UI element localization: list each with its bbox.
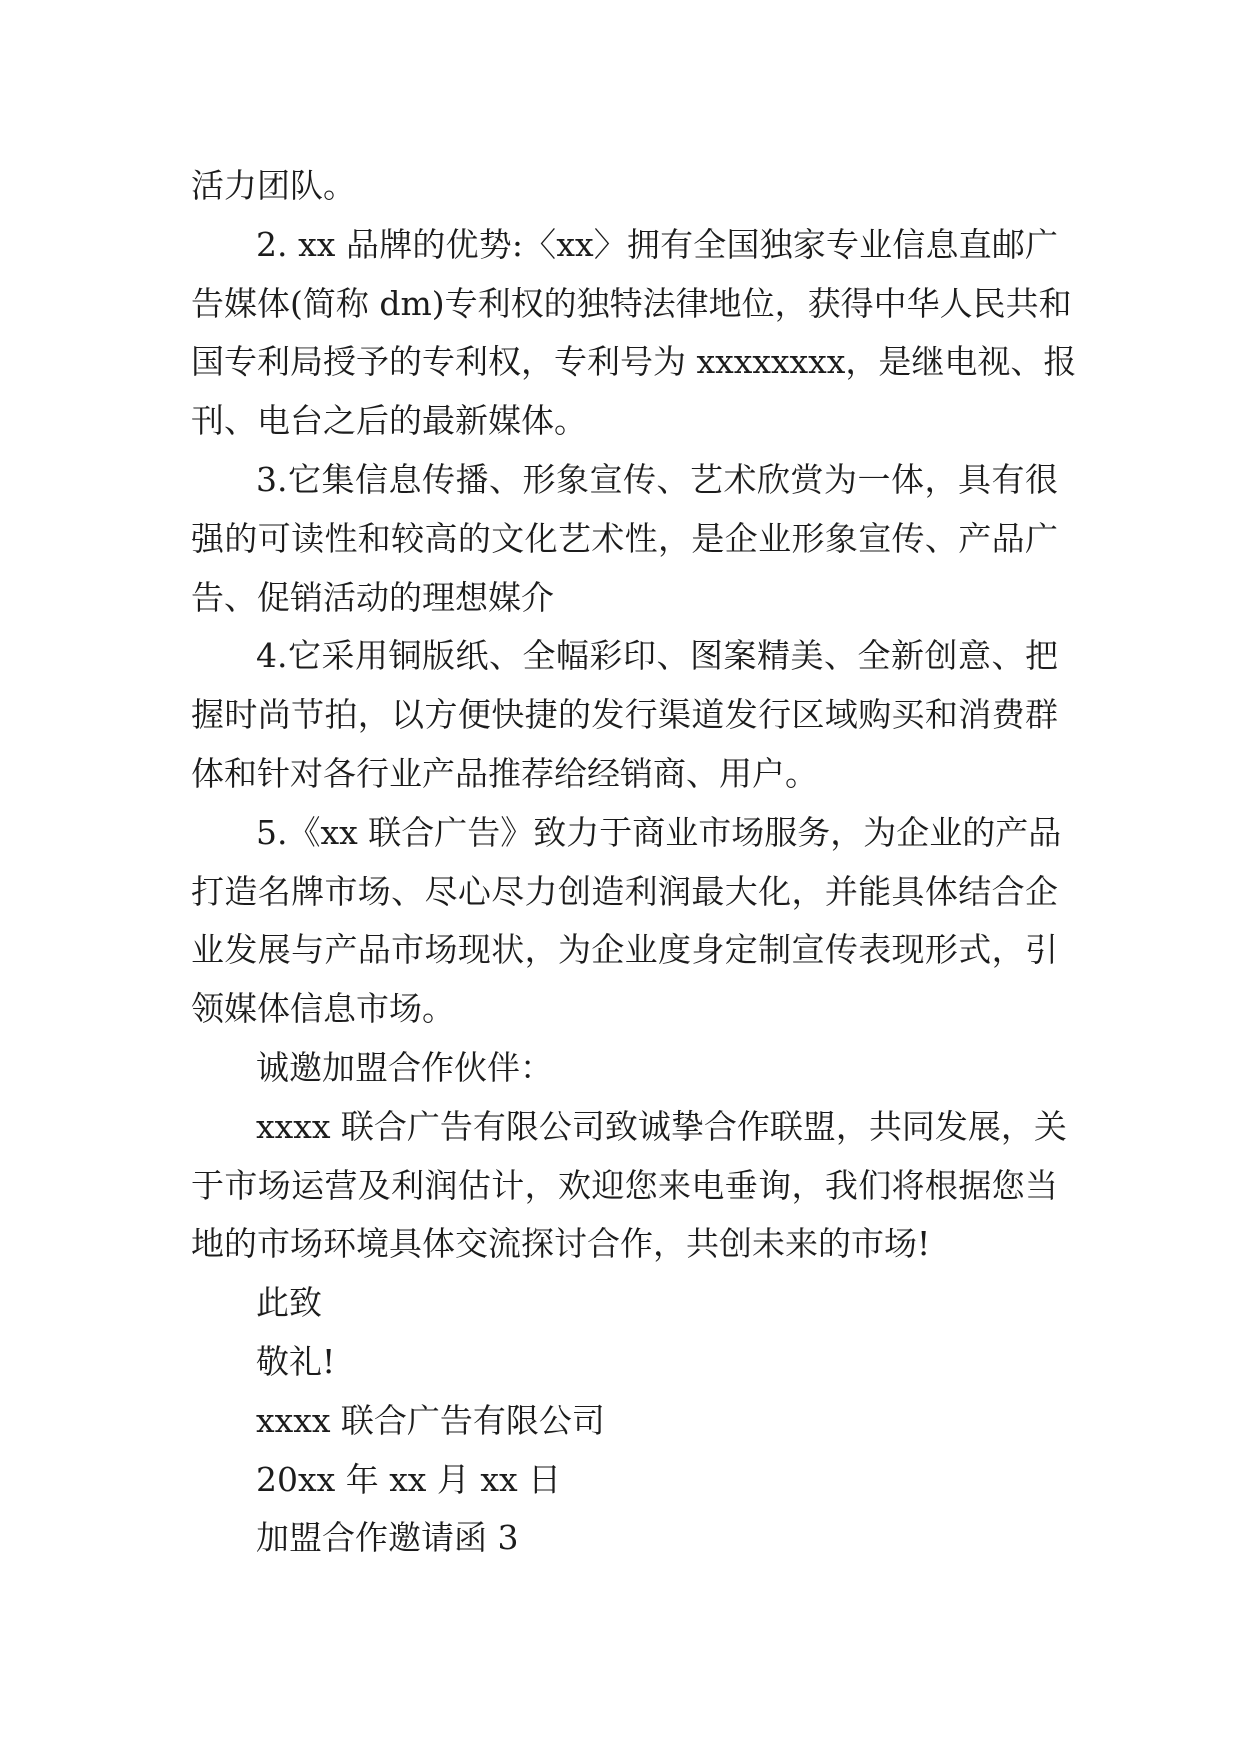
point-4-paragraph	[191, 627, 1058, 803]
text-line: 4.它采用铜版纸、全幅彩印、图案精美、全新创意、把	[256, 636, 1058, 676]
text-line: 握时尚节拍，以方便快捷的发行渠道发行区域购买和消费群	[191, 695, 1058, 735]
text-line: 加盟合作邀请函 3	[256, 1518, 519, 1558]
text-line: 告、促销活动的理想媒介	[191, 577, 554, 617]
text-line: 地的市场环境具体交流探讨合作，共创未来的市场!	[191, 1224, 931, 1264]
point-3-paragraph	[191, 451, 1058, 627]
closing-salutation	[191, 1274, 1058, 1333]
text-line: 刊、电台之后的最新媒体。	[191, 401, 587, 441]
closing-regards	[191, 1333, 1058, 1392]
next-document-title	[191, 1509, 1058, 1568]
letter-body	[191, 157, 1077, 1568]
text-line: 领媒体信息市场。	[191, 989, 455, 1029]
text-line: 业发展与产品市场现状，为企业度身定制宣传表现形式，引	[191, 930, 1058, 970]
text-line: xxxx 联合广告有限公司	[256, 1400, 605, 1440]
text-line: 打造名牌市场、尽心尽力创造利润最大化，并能具体结合企	[191, 871, 1058, 911]
text-line: 活力团队。	[191, 166, 356, 205]
text-line: 诚邀加盟合作伙伴：	[256, 1047, 553, 1087]
text-line: 国专利局授予的专利权，专利号为 xxxxxxxx，是继电视、报	[191, 342, 1077, 382]
text-line: 20xx 年 xx 月 xx 日	[256, 1459, 562, 1499]
text-line: 强的可读性和较高的文化艺术性，是企业形象宣传、产品广	[191, 518, 1058, 558]
signature-date	[191, 1451, 1058, 1510]
text-line: xxxx 联合广告有限公司致诚挚合作联盟，共同发展，关	[256, 1106, 1067, 1146]
text-line: 3.它集信息传播、形象宣传、艺术欣赏为一体，具有很	[256, 459, 1058, 499]
text-line: 2. xx 品牌的优势:〈xx〉拥有全国独家专业信息直邮广	[256, 224, 1058, 264]
signature-company	[191, 1392, 1058, 1451]
text-line: 于市场运营及利润估计，欢迎您来电垂询，我们将根据您当	[191, 1165, 1058, 1205]
point-5-paragraph	[191, 804, 1062, 1039]
text-line: 敬礼!	[256, 1341, 336, 1381]
text-line: 5.《xx 联合广告》致力于商业市场服务，为企业的产品	[256, 812, 1062, 852]
point-2-paragraph	[191, 216, 1077, 451]
continuation-paragraph	[191, 157, 1058, 216]
text-line: 体和针对各行业产品推荐给经销商、用户。	[191, 753, 818, 793]
invitation-heading	[191, 1039, 1058, 1098]
text-line: 告媒体(简称 dm)专利权的独特法律地位，获得中华人民共和	[191, 283, 1072, 323]
text-line: 此致	[256, 1283, 322, 1323]
invitation-paragraph	[191, 1098, 1067, 1274]
